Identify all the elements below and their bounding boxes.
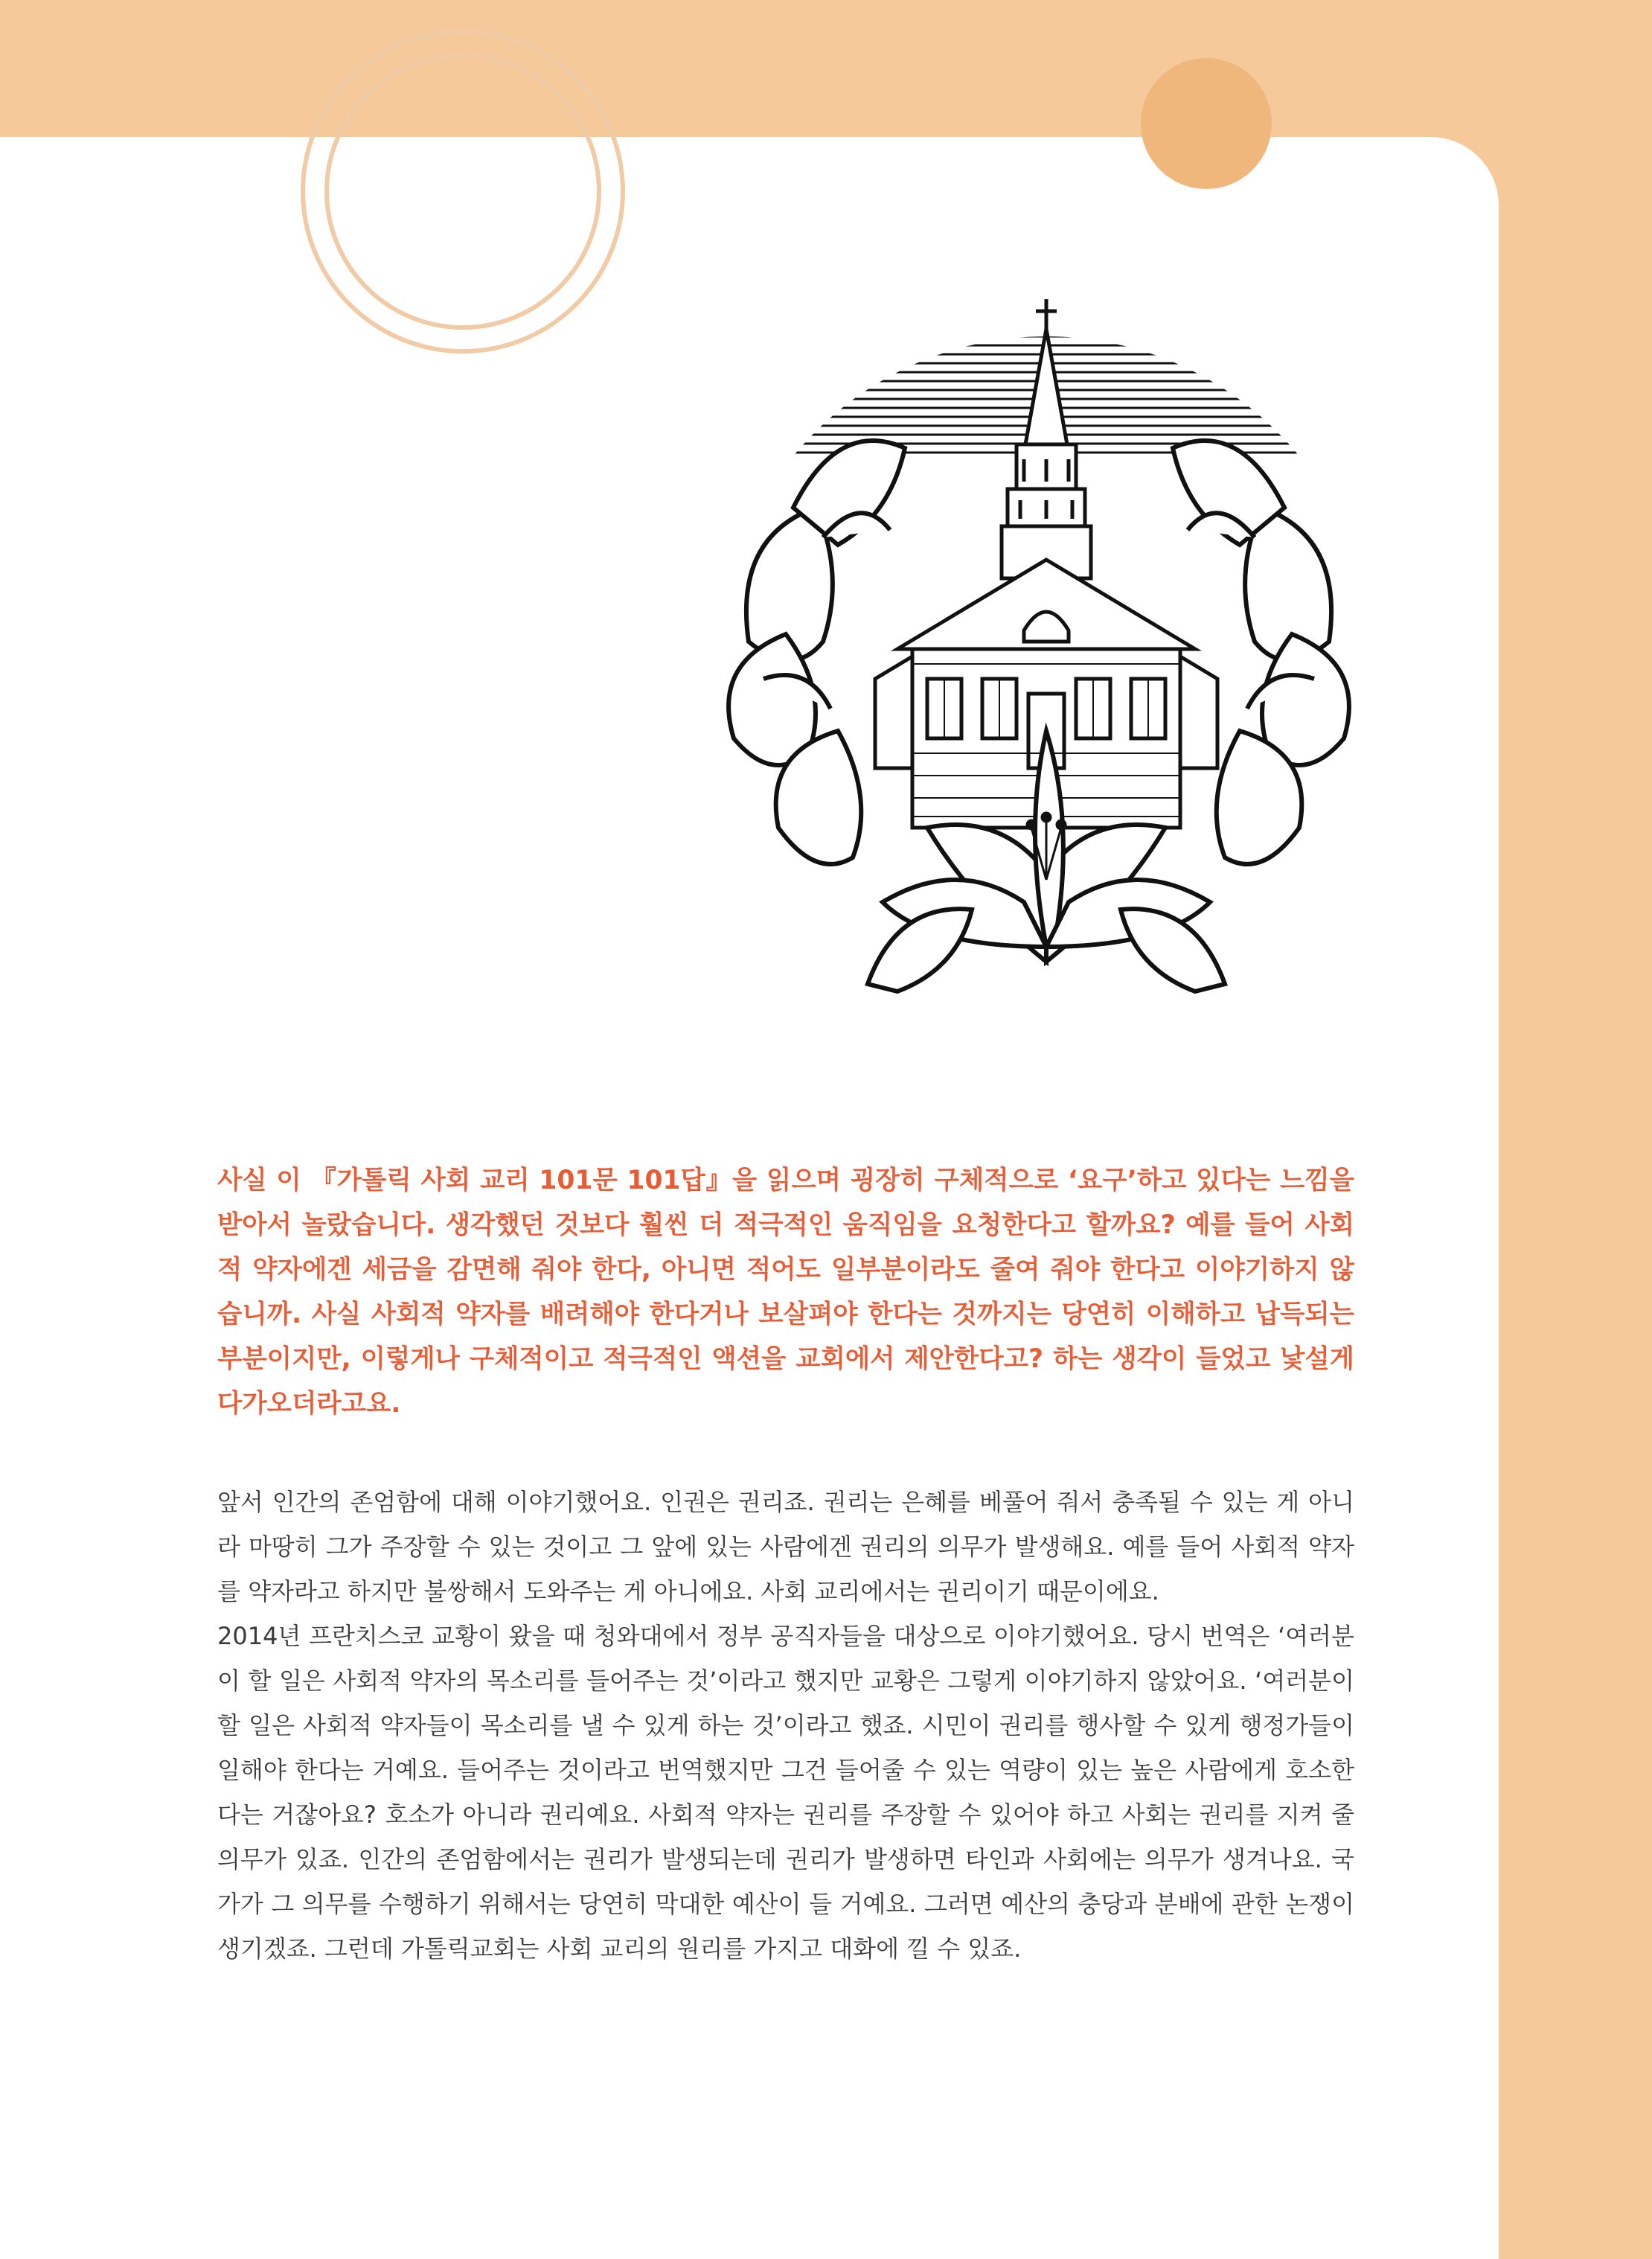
church-with-lilies-engraving-icon [704,292,1374,999]
body-text [217,1480,1354,1971]
decorative-ring-inner [324,53,601,330]
body-paragraph: 앞서 인간의 존엄함에 대해 이야기했어요. 인권은 권리죠. 권리는 은혜를 베풀어 줘서 충족될 수 있는 게 아니라 마땅히 그가 주장할 수 있는 것이고 그 앞에 있는 사람에겐 권리의 의무가 발생해요. 예를 들어 사회적 약자를 약자라고 하지만 불쌍해서 도와주는 게 아니에요. 사회 교리에서는 권리이기 때문이에요. [217,1488,1355,1605]
decorative-circle [1141,58,1272,189]
highlight-paragraph: 사실 이 『가톨릭 사회 교리 101문 101답』을 읽으며 굉장히 구체적으로 ‘요구’하고 있다는 느낌을 받아서 놀랐습니다. 생각했던 것보다 훨씬 더 적극적인 움직임을 요청한다고 할까요? 예를 들어 사회적 약자에겐 세금을 감면해 줘야 한다, 아니면 적어도 일부분이라도 줄여 줘야 한다고 이야기하지 않습니까. 사실 사회적 약자를 배려해야 한다거나 보살펴야 한다는 것까지는 당연히 이해하고 납득되는 부분이지만, 이렇게나 구체적이고 적극적인 액션을 교회에서 제안한다고? 하는 생각이 들었고 낯설게 다가오더라고요. [217,1166,1354,1419]
body-paragraph: 2014년 프란치스코 교황이 왔을 때 청와대에서 정부 공직자들을 대상으로 이야기했어요. 당시 번역은 ‘여러분이 할 일은 사회적 약자의 목소리를 들어주는 것’이라고 했지만 교황은 그렇게 이야기하지 않았어요. ‘여러분이 할 일은 사회적 약자들이 목소리를 낼 수 있게 하는 것’이라고 했죠. 시민이 권리를 행사할 수 있게 행정가들이 일해야 한다는 거예요. 들어주는 것이라고 번역했지만 그건 들어줄 수 있는 역량이 있는 높은 사람에게 호소한다는 거잖아요? 호소가 아니라 권리예요. 사회적 약자는 권리를 주장할 수 있어야 하고 사회는 권리를 지켜 줄 의무가 있죠. 인간의 존엄함에서는 권리가 발생되는데 권리가 발생하면 타인과 사회에는 의무가 생겨나요. 국가가 그 의무를 수행하기 위해서는 당연히 막대한 예산이 들 거예요. 그러면 예산의 충당과 분배에 관한 논쟁이 생기겠죠. 그런데 가톨릭교회는 사회 교리의 원리를 가지고 대화에 낄 수 있죠. [217,1622,1354,1963]
